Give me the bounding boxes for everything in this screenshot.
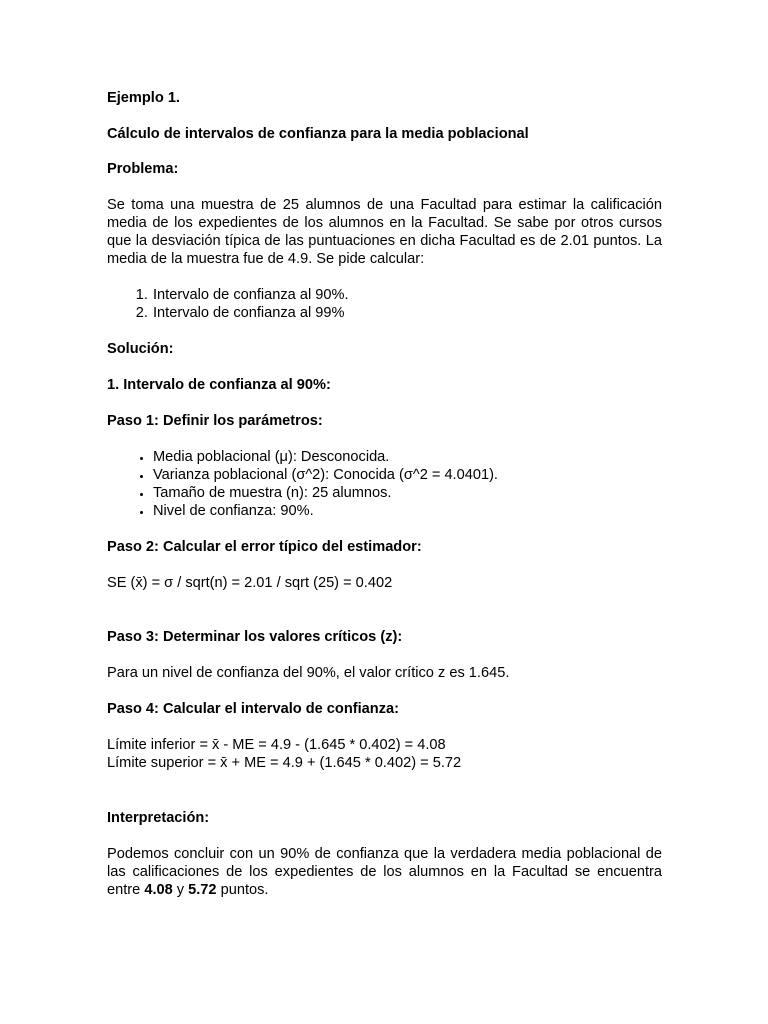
list-item: • Media poblacional (μ): Desconocida. <box>152 448 662 466</box>
problem-heading: Problema: <box>107 161 179 177</box>
step1-heading: Paso 1: Definir los parámetros: <box>107 413 323 429</box>
parameters-list <box>107 448 662 520</box>
document-subtitle: Cálculo de intervalos de confianza para la media poblacional <box>107 126 529 142</box>
interpretation-connector: y <box>172 882 189 898</box>
step4-heading: Paso 4: Calcular el intervalo de confianza: <box>107 701 399 717</box>
list-item: • Tamaño de muestra (n): 25 alumnos. <box>152 484 662 502</box>
critical-value-text: Para un nivel de confianza del 90%, el valor crítico z es 1.645. <box>107 665 510 681</box>
step2-heading: Paso 2: Calcular el error típico del estimador: <box>107 539 422 555</box>
upper-bound-value: 5.72 <box>188 882 217 898</box>
lower-bound-value: 4.08 <box>144 882 173 898</box>
lower-limit-formula: Límite inferior = x̄ - ME = 4.9 - (1.645 * 0.402) = 4.08 <box>107 737 446 753</box>
interpretation-heading: Interpretación: <box>107 810 210 826</box>
list-item: • Varianza poblacional (σ^2): Conocida (σ^2 = 4.0401). <box>152 466 662 484</box>
interpretation-text <box>107 845 662 899</box>
step3-heading: Paso 3: Determinar los valores críticos (z): <box>107 629 403 645</box>
example-title: Ejemplo 1. <box>107 90 180 106</box>
standard-error-formula: SE (x̄) = σ / sqrt(n) = 2.01 / sqrt (25) = 0.402 <box>107 575 393 591</box>
interpretation-text-start: Podemos concluir con un 90% de confianza que la verdadera media poblacional de las calificaciones de los expedientes de los alumnos en la Facultad se encuentra entre <box>107 846 662 898</box>
list-item: 1. Intervalo de confianza al 90%. <box>152 286 662 304</box>
document-page <box>107 89 662 899</box>
problem-question-list <box>107 286 662 322</box>
interpretation-text-end: puntos. <box>216 882 269 898</box>
list-item: • Nivel de confianza: 90%. <box>152 502 662 520</box>
solution-part-heading: 1. Intervalo de confianza al 90%: <box>107 377 331 393</box>
upper-limit-formula: Límite superior = x̄ + ME = 4.9 + (1.645 * 0.402) = 5.72 <box>107 755 462 771</box>
solution-heading: Solución: <box>107 341 174 357</box>
list-item: 2. Intervalo de confianza al 99% <box>152 304 662 322</box>
problem-statement: Se toma una muestra de 25 alumnos de una Facultad para estimar la calificación media de los expedientes de los alumnos en la Facultad. Se sabe por otros cursos que la desviación típica de las puntuaciones en dicha Facultad es de 2.01 puntos. La media de la muestra fue de 4.9. Se pide calcular: <box>107 197 662 267</box>
